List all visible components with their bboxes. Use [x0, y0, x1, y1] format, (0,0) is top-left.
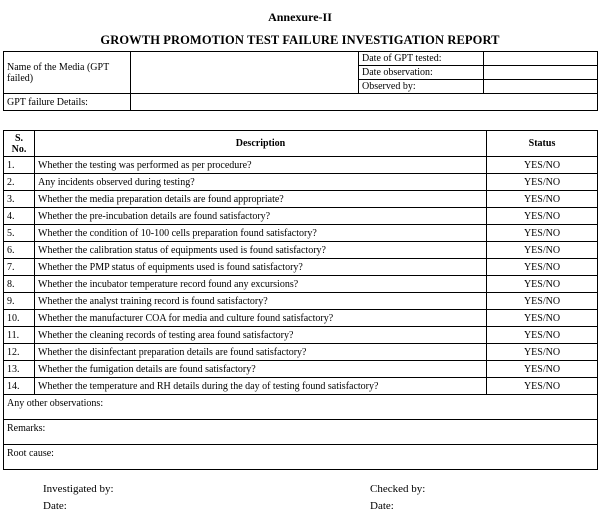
remarks-field[interactable]: Remarks: — [4, 420, 598, 445]
media-name-field[interactable] — [131, 52, 359, 94]
other-observations-field[interactable]: Any other observations: — [4, 395, 598, 420]
checklist-body — [4, 157, 598, 395]
row-description: Whether the testing was performed as per procedure? — [35, 157, 487, 174]
checked-by-label: Checked by: — [370, 483, 426, 495]
table-row — [4, 242, 598, 259]
report-title: GROWTH PROMOTION TEST FAILURE INVESTIGATION REPORT — [100, 33, 500, 47]
row-description: Whether the disinfectant preparation details are found satisfactory? — [35, 344, 487, 361]
date-tested-label: Date of GPT tested: — [359, 52, 484, 66]
table-row — [4, 157, 598, 174]
annexure-label: Annexure-II — [268, 10, 332, 24]
row-description: Any incidents observed during testing? — [35, 174, 487, 191]
investigated-date-label: Date: — [43, 500, 67, 512]
row-description: Whether the calibration status of equipments used is found satisfactory? — [35, 242, 487, 259]
media-name-label: Name of the Media (GPT failed) — [4, 52, 131, 94]
row-status[interactable]: YES/NO — [487, 327, 598, 344]
row-status[interactable]: YES/NO — [487, 242, 598, 259]
date-observation-field[interactable] — [484, 66, 598, 80]
date-tested-field[interactable] — [484, 52, 598, 66]
table-row — [4, 361, 598, 378]
table-row — [4, 327, 598, 344]
row-number: 12. — [4, 344, 35, 361]
row-status[interactable]: YES/NO — [487, 208, 598, 225]
header-table — [3, 51, 598, 111]
row-status[interactable]: YES/NO — [487, 378, 598, 395]
row-description: Whether the condition of 10-100 cells preparation found satisfactory? — [35, 225, 487, 242]
row-number: 5. — [4, 225, 35, 242]
col-header-status: Status — [487, 131, 598, 157]
row-number: 6. — [4, 242, 35, 259]
row-number: 1. — [4, 157, 35, 174]
table-row — [4, 259, 598, 276]
col-header-sno: S. No. — [4, 131, 35, 157]
table-row — [4, 174, 598, 191]
row-description: Whether the PMP status of equipments used is found satisfactory? — [35, 259, 487, 276]
row-status[interactable]: YES/NO — [487, 310, 598, 327]
row-number: 3. — [4, 191, 35, 208]
row-description: Whether the media preparation details are found appropriate? — [35, 191, 487, 208]
table-row — [4, 344, 598, 361]
row-number: 7. — [4, 259, 35, 276]
row-number: 10. — [4, 310, 35, 327]
checked-date-label: Date: — [370, 500, 394, 512]
table-row — [4, 191, 598, 208]
failure-details-label: GPT failure Details: — [4, 94, 131, 111]
date-observation-label: Date observation: — [359, 66, 484, 80]
row-number: 8. — [4, 276, 35, 293]
table-row — [4, 225, 598, 242]
row-number: 13. — [4, 361, 35, 378]
investigated-by-label: Investigated by: — [43, 483, 114, 495]
row-status[interactable]: YES/NO — [487, 174, 598, 191]
observed-by-label: Observed by: — [359, 80, 484, 94]
row-status[interactable]: YES/NO — [487, 225, 598, 242]
root-cause-field[interactable]: Root cause: — [4, 445, 598, 470]
table-row — [4, 293, 598, 310]
row-description: Whether the pre-incubation details are found satisfactory? — [35, 208, 487, 225]
row-number: 2. — [4, 174, 35, 191]
row-status[interactable]: YES/NO — [487, 361, 598, 378]
row-status[interactable]: YES/NO — [487, 157, 598, 174]
row-description: Whether the cleaning records of testing area found satisfactory? — [35, 327, 487, 344]
row-status[interactable]: YES/NO — [487, 344, 598, 361]
row-status[interactable]: YES/NO — [487, 259, 598, 276]
row-description: Whether the temperature and RH details during the day of testing found satisfactory? — [35, 378, 487, 395]
col-header-description: Description — [35, 131, 487, 157]
row-number: 11. — [4, 327, 35, 344]
row-status[interactable]: YES/NO — [487, 276, 598, 293]
row-status[interactable]: YES/NO — [487, 191, 598, 208]
checklist-table — [3, 130, 598, 470]
row-number: 14. — [4, 378, 35, 395]
table-row — [4, 378, 598, 395]
table-row — [4, 276, 598, 293]
row-number: 9. — [4, 293, 35, 310]
table-row — [4, 208, 598, 225]
row-description: Whether the manufacturer COA for media and culture found satisfactory? — [35, 310, 487, 327]
table-row — [4, 310, 598, 327]
row-number: 4. — [4, 208, 35, 225]
observed-by-field[interactable] — [484, 80, 598, 94]
row-description: Whether the fumigation details are found satisfactory? — [35, 361, 487, 378]
row-status[interactable]: YES/NO — [487, 293, 598, 310]
row-description: Whether the incubator temperature record found any excursions? — [35, 276, 487, 293]
failure-details-field[interactable] — [131, 94, 598, 111]
row-description: Whether the analyst training record is found satisfactory? — [35, 293, 487, 310]
